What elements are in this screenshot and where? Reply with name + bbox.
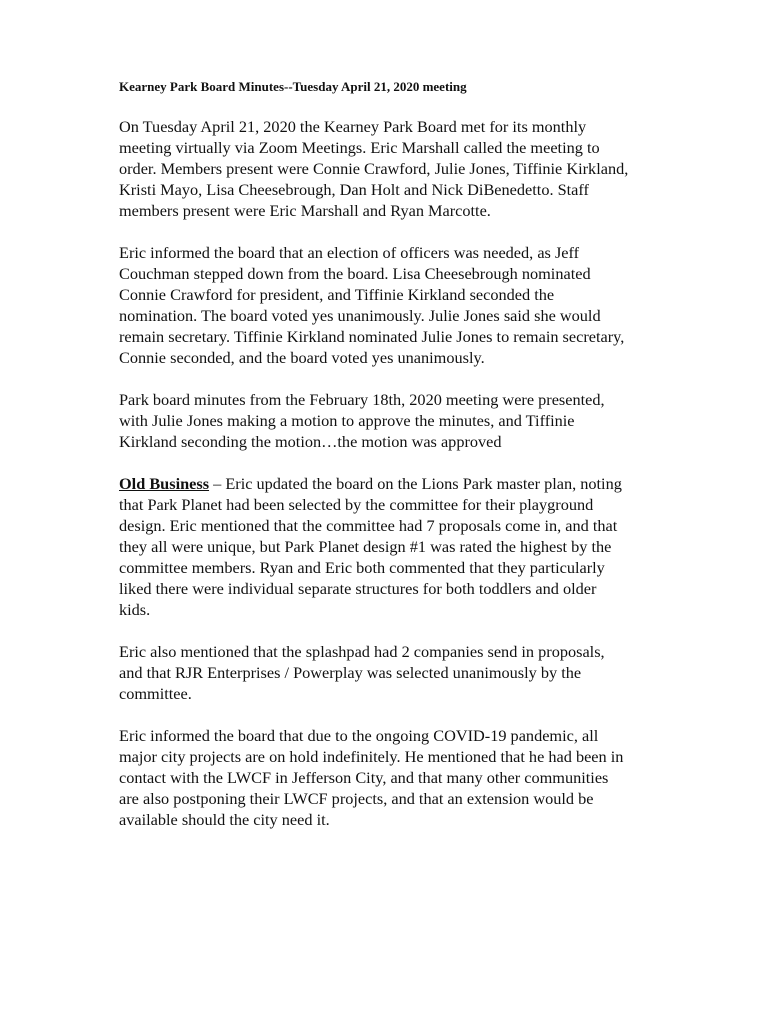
paragraph-splashpad: Eric also mentioned that the splashpad had 2 companies send in proposals, and that RJR Enterprises / Powerplay was selected unanimously by the committee. [119,642,605,703]
paragraph-minutes-approval: Park board minutes from the February 18th, 2020 meeting were presented, with Julie Jones making a motion to approve the minutes, and Tiffinie Kirkland seconding the motion…the motion was approved [119,390,605,451]
paragraph-covid-update: Eric informed the board that due to the ongoing COVID-19 pandemic, all major city projects are on hold indefinitely. He mentioned that he had been in contact with the LWCF in Jefferson City, and that many other communities are also postponing their LWCF projects, and that an extension would be available should the city need it. [119,726,624,829]
old-business-text: – Eric updated the board on the Lions Park master plan, noting that Park Planet had been selected by the committee for their playground design. Eric mentioned that the committee had 7 proposals come in, and that they all were unique, but Park Planet design #1 was rated the highest by the committee members. Ryan and Eric both commented that they particularly liked there were individual separate structures for both toddlers and older kids. [119,474,622,619]
paragraph-election-of-officers: Eric informed the board that an election of officers was needed, as Jeff Couchman stepped down from the board. Lisa Cheesebrough nominated Connie Crawford for president, and Tiffinie Kirkland seconded the nomination. The board voted yes unanimously. Julie Jones said she would remain secretary. Tiffinie Kirkland nominated Julie Jones to remain secretary, Connie seconded, and the board voted yes unanimously. [119,243,625,367]
old-business-heading: Old Business [119,474,210,493]
document-page [119,78,629,851]
paragraph-old-business [119,473,629,620]
document-title: Kearney Park Board Minutes--Tuesday April 21, 2020 meeting [119,79,467,94]
paragraph-meeting-intro: On Tuesday April 21, 2020 the Kearney Park Board met for its monthly meeting virtually via Zoom Meetings. Eric Marshall called the meeting to order. Members present were Connie Crawford, Julie Jones, Tiffinie Kirkland, Kristi Mayo, Lisa Cheesebrough, Dan Holt and Nick DiBenedetto. Staff members present were Eric Marshall and Ryan Marcotte. [119,117,629,220]
